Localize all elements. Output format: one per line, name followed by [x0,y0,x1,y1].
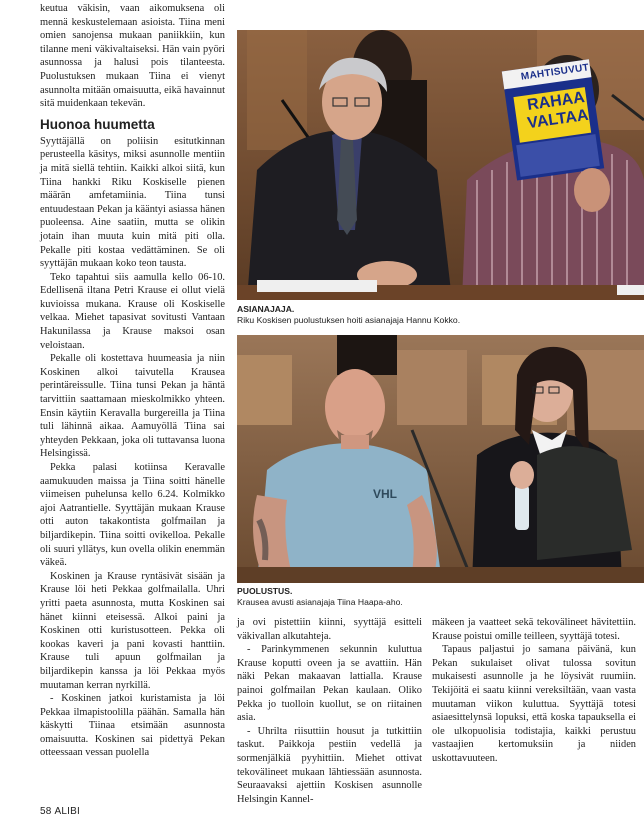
article-paragraph: - Koskinen jatkoi kuristamista ja löi Pekkaa ilmapistoolilla päähän. Samalla hän käskytti Tiinaa etsimään asunnosta omaisuutta. Koskinen sai pidettyä Pekan otteessaan vessan puolella [40,693,225,759]
article-paragraph: Pekka palasi kotiinsa Keravalle aamukuuden maissa ja Tiina soitti hänelle viimeisen puhelunsa kello 6.24. Kolmikko ajoi Aatrantielle. Syyttäjän mukaan Krause otti auton takakontista golfmailan ja biljardikepin. Tiina soitti ovikelloa. Pekalle oli suuri yllätys, kun ovella olikin enemmän väkeä. [40,462,225,569]
article-paragraph: Koskinen ja Krause ryntäsivät sisään ja Krause löi heti Pekkaa golfmailalla. Uhri yritti paeta asunnosta, mutta Koskinen sai hänet kiinni eteisessä. Alkoi paini ja Koskinen otti kuristusotteen. Pekka oli kookas kaveri ja pani kovasti hanttiin. Krause tuli apuun golfmailan ja biljardikepin kanssa ja löi Pekkaa myös muutaman kerran nyrkillä. [40,570,225,691]
article-paragraph: - Parinkymmenen sekunnin kuluttua Krause koputti oveen ja se avattiin. Hän näki Pekan makaavan lattialla. Krause painoi golfmailan Pekan kaulaan. Oliko Pekka jo tuolloin kuollut, se on riitainen asia. [237,644,422,724]
photo-caption [237,304,644,326]
caption-title: ASIANAJAJA. [237,304,295,314]
magazine-headline-line1: RAHAA [526,89,586,114]
article-paragraph: mäkeen ja vaatteet sekä tekovälineet hävitettiin. Krause poistui omille teilleen, syyttäjä totesi. [432,617,636,642]
courtroom-photo-defense [237,335,644,583]
article-paragraph: - Uhrilta riisuttiin housut ja tutkittiin taskut. Paikkoja pestiin vedellä ja sormenjälkiä pyyhittiin. Miehet ottivat tekovälineet mukaan lähtiessään asunnosta. Seuraavaksi ajettiin Koskisen asunnolle Helsingin Kannel- [237,725,422,805]
right-text-column [432,616,636,766]
article-paragraph: Teko tapahtui siis aamulla kello 06-10. Edellisenä iltana Petri Krause ei ollut vielä kuvioissa mukana. Krause oli Koskiselle velkaa. Miehet tapasivat sovitusti Vantaan Hakunilassa ja Krause maksoi osan veloistaan. [40,271,225,351]
page-footer [40,806,80,817]
middle-text-column [237,616,422,806]
article-paragraph: Pekalle oli kostettava huumeasia ja niin Koskinen alkoi taivutella Krausea perintäreissulle. Tiina tunsi Pekan ja häntä tarvittiin saattamaan mieskolmikko yhteen. Ensin käytiin Keravalla burgereilla ja Tiina tuli lähinnä aikaa. Aamuyöllä Tiina sai yhteyden Pekkaan, joka oli tuttavansa luona Helsingissä. [40,353,225,460]
caption-title: PUOLUSTUS. [237,586,293,596]
caption-text: Krausea avusti asianajaja Tiina Haapa-aho. [237,597,403,607]
courtroom-photo-lawyer [237,30,644,300]
shirt-print-text: VHL [373,487,397,501]
article-paragraph: keutua väkisin, vaan aikomuksena oli mennä keskustelemaan asioista. Tiina meni omien sanojensa mukaan paniikkiin, kun tilanne meni väkivaltaiseksi. Hän vain pyöri asunnossa ja halusi pois tilanteesta. Puolustuksen mukaan Tiina ei vienyt asunnolta mitään omaisuutta, eikä havainnut sitä muidenkaan tekevän. [40,3,225,110]
article-paragraph: Tapaus paljastui jo samana päivänä, kun Pekan sukulaiset olivat tulossa sovitun mukaisesti asunnolle ja he löysivät ruumiin. Tekijöitä ei saatu kiinni vereksiltään, vaan vasta muutaman viikon kuluttua. Syyttäjä totesi asiaesittelynsä lopuksi, että koska tapauksella ei ole ulkopuolisia todistajia, kaikki perustuu vastaajien kertomuksiin ja niiden uskottavuuteen. [432,644,636,764]
magazine-headline-line2: VALTAA [526,106,590,133]
magazine-name: ALIBI [54,806,80,817]
article-paragraph: Syyttäjällä on poliisin esitutkinnan perusteella käsitys, miksi asunnolle mentiin ja mitä siellä tehtiin. Kaikki alkoi siitä, kun Tiina hankki Riku Koskiselle pienen määrän amfetamiinia. Tiina tunsi entuudestaan Pekan ja kääntyi asiassa hänen puoleensa. Aine saatiin, mutta se olikin jotain ihan muuta kuin mitä piti olla. Pekalle piti kostaa vedättäminen. Se oli syyttäjän mukaan koko teon tausta. [40,135,225,270]
section-subheading: Huonoa huumetta [40,116,155,132]
article-paragraph: ja ovi pistettiin kiinni, syyttäjä esitteli väkivallan alkutahteja. [237,617,422,642]
magazine-header-text: MAHTISUVUT [520,62,590,83]
caption-text: Riku Koskisen puolustuksen hoiti asianajaja Hannu Kokko. [237,315,461,325]
photo-caption [237,586,644,608]
left-text-column [40,2,225,760]
page-number: 58 [40,806,52,817]
